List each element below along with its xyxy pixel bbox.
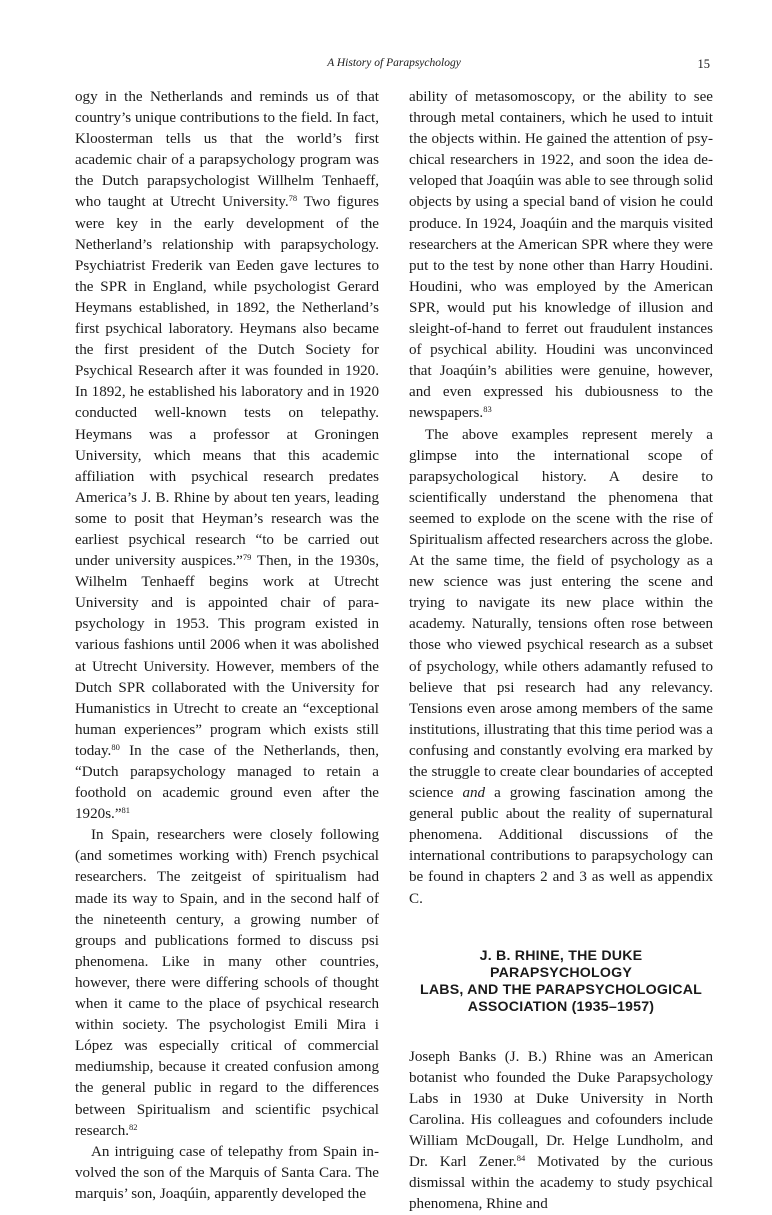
text-run: Motivated by the curious dismissal within the academy to study psychical phenomena, Rhine and	[409, 1154, 713, 1213]
text-run: An intriguing case of telepathy from Spain involved the son of the Marquis of Santa Cara. The marquis’ son, Joaqúin, apparently developed the	[75, 1143, 379, 1202]
footnote-reference[interactable]: 81	[121, 805, 131, 816]
footnote-reference[interactable]: 83	[483, 404, 492, 415]
text-run: ability of metasomoscopy, or the ability to see through metal containers, which he used to intuit the objects within. He gained the attention of psychical researchers in 1922, and soon the idea developed that Joaqúin was able to see through solid objects by using a special band of vision he could produce. In 1924, Joaqúin and the marquis visited researchers at the American SPR where they were put to the test by none other than Harry Houdini. Houdini, who was employed by the American SPR, would put his knowledge of illusion and sleight-of-hand to ferret out fraudulent instances of psychical ability. Houdini was unconvinced that Joaqúin’s abilities were genuine, however, and even expressed his dubiousness to the newspapers.	[409, 89, 713, 422]
text-run: a growing fascination among the general public about the reality of supernatural phenomena. Additional discussions of the international contributions to parapsychology can be found in chapters 2 and 3 as well as appendix C.	[409, 785, 713, 907]
page-number: 15	[697, 57, 710, 71]
section-heading-line: LABS, AND THE PARAPSYCHOLOGICAL	[419, 981, 703, 998]
paragraph	[75, 87, 379, 825]
text-run: Two figures were key in the early development of the Netherland’s relationship with parapsychology. Psychiatrist Frederik van Eeden gave lectures to the SPR in England, while psychologist Gerard Heymans established, in 1892, the Netherland’s first psychical laboratory. Heymans also became the first president of the Dutch Society for Psychical Research after it was founded in 1920. In 1892, he established his laboratory and in 1920 conducted well-known tests on telepathy. Heymans was a professor at Groningen University, which means that this academic affiliation with psychical research predates America’s J. B. Rhine by about ten years, leading some to posit that Heyman’s research was the earliest psychical research “to be carried out under university auspices.”	[75, 194, 379, 570]
footnote-reference[interactable]: 78	[288, 193, 298, 204]
footnote-reference[interactable]: 79	[242, 552, 252, 563]
paragraph	[409, 87, 713, 425]
text-run: Then, in the 1930s, Wilhelm Tenhaeff begins work at Utrecht University and is appointed chair of parapsychology in 1953. This program existed in various fashions until 2006 when it was abolished at Utrecht University. However, members of the Dutch SPR collaborated with the University for Humanistics in Utrecht to create an “exceptional human experiences” program which exists still today.	[75, 553, 380, 759]
section-heading-line: ASSOCIATION (1935–1957)	[467, 998, 655, 1015]
left-column	[75, 87, 379, 1205]
paragraph	[75, 825, 379, 1141]
text-run: ogy in the Netherlands and reminds us of that country’s unique contributions to the field. In fact, Kloosterman tells us that the world’s first academic chair of a parapsychology program was the Dutch parapsychologist Willhelm Tenhaeff, who taught at Utrecht University.	[75, 89, 379, 211]
text-run: In the case of the Netherlands, then, “Dutch parapsychology managed to retain a foothold on academic ground even after the 1920s.”	[75, 742, 379, 823]
paragraph	[409, 425, 713, 910]
section-heading	[409, 948, 713, 1016]
footnote-reference[interactable]: 84	[516, 1153, 526, 1164]
paragraph	[75, 1142, 379, 1205]
section-heading-line: J. B. RHINE, THE DUKE PARAPSYCHOLOGY	[479, 947, 643, 981]
page-header	[74, 57, 714, 77]
footnote-reference[interactable]: 80	[111, 741, 120, 752]
right-column	[409, 87, 713, 1215]
emphasis-text: and	[462, 785, 486, 802]
text-run: Joseph Banks (J. B.) Rhine was an American botanist who founded the Duke Parapsychology Labs in 1930 at Duke University in North Carolina. His colleagues and cofounders include William McDougall, Dr. Helge Lundholm, and Dr. Karl Zener.	[409, 1048, 713, 1171]
footnote-reference[interactable]: 82	[129, 1121, 138, 1132]
paragraph	[409, 1047, 713, 1215]
text-run: The above examples represent merely a glimpse into the international scope of parapsychological history. A desire to scientifically understand the phenomena that seemed to explode on the scene with the rise of Spiritualism affected researchers across the globe. At the same time, the field of psychology as a new science was just entering the scene and trying to navigate its new place within the academy. Naturally, tensions often rose between those who viewed psychical research as a subset of psychology, while others adamantly refused to believe that psi research had any relevancy. Tensions even arose among members of the same institutions, illustrating that this time period was a confusing and constantly evolving era marked by the struggle to create clear boundaries of accepted science	[409, 426, 713, 802]
running-title: A History of Parapsychology	[327, 57, 461, 69]
text-run: In Spain, researchers were closely following (and sometimes working with) French psychical researchers. The zeitgeist of spiritualism had made its way to Spain, and in the second half of the nineteenth century, a growing number of groups and publications formed to discuss psi phenomena. Like in many other countries, however, there were differing schools of thought when it came to the place of psychical research within society. The psychologist Emili Mira i López was especially critical of commercial mediumship, because it created confusion among the general public in regard to the differences between Spiritualism and scientific psychical research.	[75, 827, 379, 1139]
